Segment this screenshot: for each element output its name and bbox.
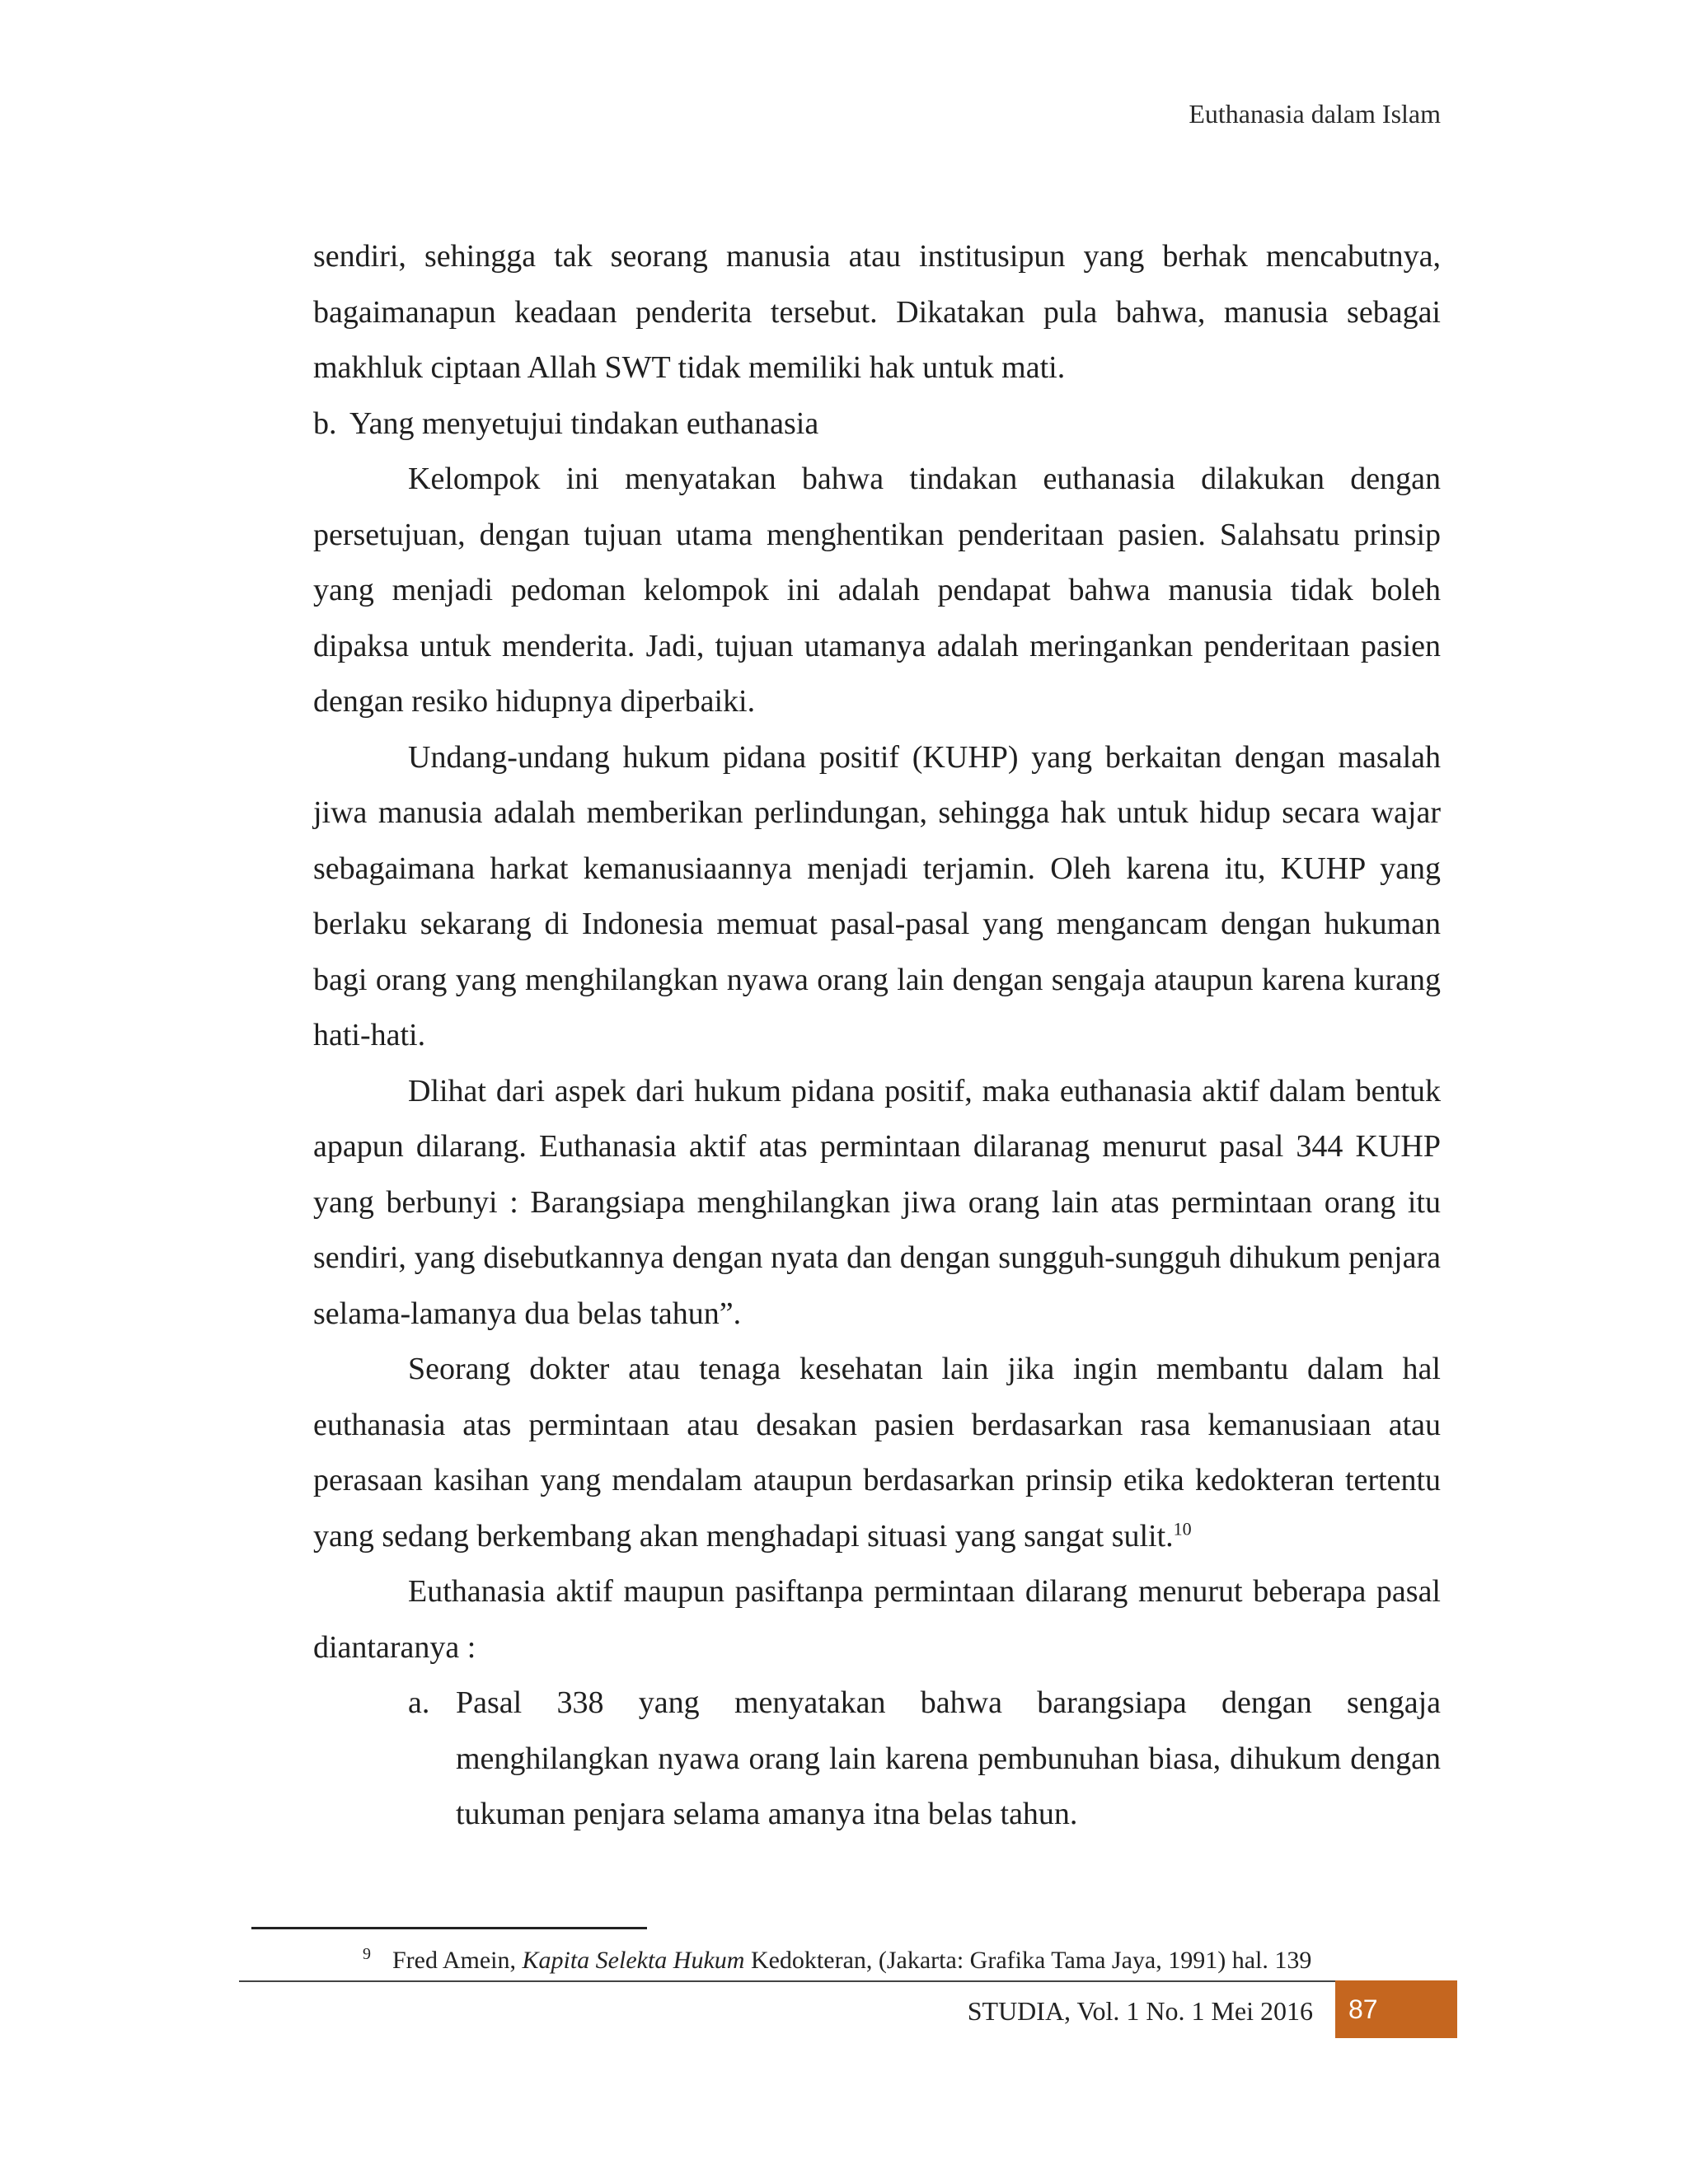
paragraph-6: Euthanasia aktif maupun pasiftanpa permintaan dilarang menurut beberapa pasal diantaranya : [313, 1574, 1441, 1665]
paragraph-3: Undang-undang hukum pidana positif (KUHP) yang berkaitan dengan masalah jiwa manusia adalah memberikan perlindungan, sehingga hak untuk hidup secara wajar sebagaimana harkat kemanusiaannya menjadi terjamin. Oleh karena itu, KUHP yang berlaku sekarang di Indonesia memuat pasal-pasal yang mengancam dengan hukuman bagi orang yang menghilangkan nyawa orang lain dengan sengaja ataupun karena kurang hati-hati. [313, 739, 1441, 1052]
subheading [313, 396, 1441, 452]
footnote-title: Kapita Selekta Hukum [522, 1947, 745, 1974]
footer-journal-info: STUDIA, Vol. 1 No. 1 Mei 2016 [967, 1996, 1313, 2026]
footnote-ref[interactable]: 10 [1173, 1517, 1192, 1539]
list-item-text: Pasal 338 yang menyatakan bahwa barangsiapa dengan sengaja menghilangkan nyawa orang lain karena pembunuhan biasa, dihukum dengan tukuman penjara selama amanya itna belas tahun. [456, 1685, 1441, 1831]
paragraph-4: Dlihat dari aspek dari hukum pidana positif, maka euthanasia aktif dalam bentuk apapun dilarang. Euthanasia aktif atas permintaan dilaranag menurut pasal 344 KUHP yang berbunyi : Barangsiapa menghilangkan jiwa orang lain atas permintaan orang itu sendiri, yang disebutkannya dengan nyata dan dengan sungguh-sungguh dihukum penjara selama-lamanya dua belas tahun”. [313, 1073, 1441, 1331]
subheading-marker: b. [313, 405, 337, 441]
paragraph-2: Kelompok ini menyatakan bahwa tindakan euthanasia dilakukan dengan persetujuan, dengan tujuan utama menghentikan penderitaan pasien. Salahsatu prinsip yang menjadi pedoman kelompok ini adalah pendapat bahwa manusia tidak boleh dipaksa untuk menderita. Jadi, tujuan utamanya adalah meringankan penderitaan pasien dengan resiko hidupnya diperbaiki. [313, 462, 1441, 719]
subheading-text: Yang menyetujui tindakan euthanasia [349, 405, 819, 441]
running-header: Euthanasia dalam Islam [1189, 99, 1441, 129]
footnote-citation: Kedokteran, (Jakarta: Grafika Tama Jaya, 1991) hal. 139 [744, 1947, 1312, 1974]
paragraph-5 [313, 1342, 1441, 1564]
footnote-divider [251, 1927, 647, 1929]
article-list [313, 1675, 1441, 1843]
body-text [313, 229, 1441, 1843]
footer-divider [239, 1980, 1335, 1982]
footnote-author: Fred Amein, [392, 1947, 523, 1974]
footnote-number: 9 [363, 1945, 371, 1963]
list-item [313, 1675, 1441, 1843]
list-marker: a. [408, 1685, 430, 1720]
page-number-badge [1335, 1980, 1457, 2038]
paragraph-1: sendiri, sehingga tak seorang manusia atau institusipun yang berhak mencabutnya, bagaimanapun keadaan penderita tersebut. Dikatakan pula bahwa, manusia sebagai makhluk ciptaan Allah SWT tidak memiliki hak untuk mati. [313, 239, 1441, 385]
paragraph-5-text: Seorang dokter atau tenaga kesehatan lain jika ingin membantu dalam hal euthanasia atas permintaan atau desakan pasien berdasarkan rasa kemanusiaan atau perasaan kasihan yang mendalam ataupun berdasarkan prinsip etika kedokteran tertentu yang sedang berkembang akan menghadapi situasi yang sangat sulit. [313, 1352, 1441, 1554]
page-number: 87 [1348, 1994, 1378, 2024]
footnote [363, 1947, 1311, 1975]
